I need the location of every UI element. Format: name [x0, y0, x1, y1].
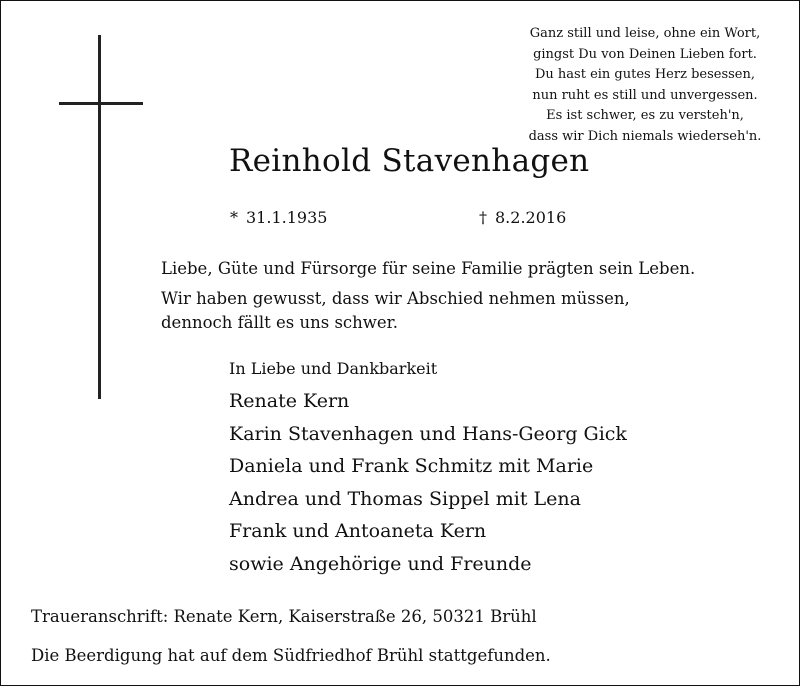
- mourners-intro: In Liebe und Dankbarkeit: [229, 359, 438, 378]
- mourner: Andrea und Thomas Sippel mit Lena: [229, 487, 581, 510]
- tribute-line: Wir haben gewusst, dass wir Abschied nehmen müssen, dennoch fällt es uns schwer.: [161, 289, 630, 332]
- mourner: Karin Stavenhagen und Hans-Georg Gick: [229, 422, 627, 445]
- burial-note: Die Beerdigung hat auf dem Südfriedhof Brühl stattgefunden.: [31, 646, 551, 665]
- tribute-line: Liebe, Güte und Fürsorge für seine Familie prägten sein Leben.: [161, 259, 696, 278]
- death-info: [479, 208, 566, 227]
- poem-line: dass wir Dich niemals wiederseh'n.: [528, 128, 762, 144]
- poem: [496, 24, 794, 147]
- poem-line: Es ist schwer, es zu versteh'n,: [546, 108, 744, 123]
- birth-symbol: *: [230, 208, 238, 227]
- death-date: 8.2.2016: [495, 208, 567, 227]
- mourning-address: Traueranschrift: Renate Kern, Kaiserstraße 26, 50321 Brühl: [31, 607, 537, 626]
- birth-info: [230, 208, 327, 227]
- poem-line: Du hast ein gutes Herz besessen,: [535, 67, 755, 82]
- cross-icon: [98, 35, 101, 399]
- poem-line: gingst Du von Deinen Lieben fort.: [533, 46, 757, 62]
- poem-line: Ganz still und leise, ohne ein Wort,: [529, 26, 761, 41]
- mourners-list: [229, 385, 627, 580]
- mourner: Daniela und Frank Schmitz mit Marie: [229, 455, 594, 477]
- mourner: Frank und Antoaneta Kern: [229, 520, 487, 542]
- death-symbol: †: [479, 208, 487, 227]
- birth-date: 31.1.1935: [246, 208, 328, 227]
- deceased-name: Reinhold Stavenhagen: [229, 143, 590, 179]
- poem-line: nun ruht es still und unvergessen.: [532, 87, 758, 103]
- tribute-text: [161, 257, 695, 341]
- mourner: Renate Kern: [229, 390, 350, 412]
- cross-icon-bar: [59, 102, 143, 105]
- mourner: sowie Angehörige und Freunde: [229, 552, 532, 575]
